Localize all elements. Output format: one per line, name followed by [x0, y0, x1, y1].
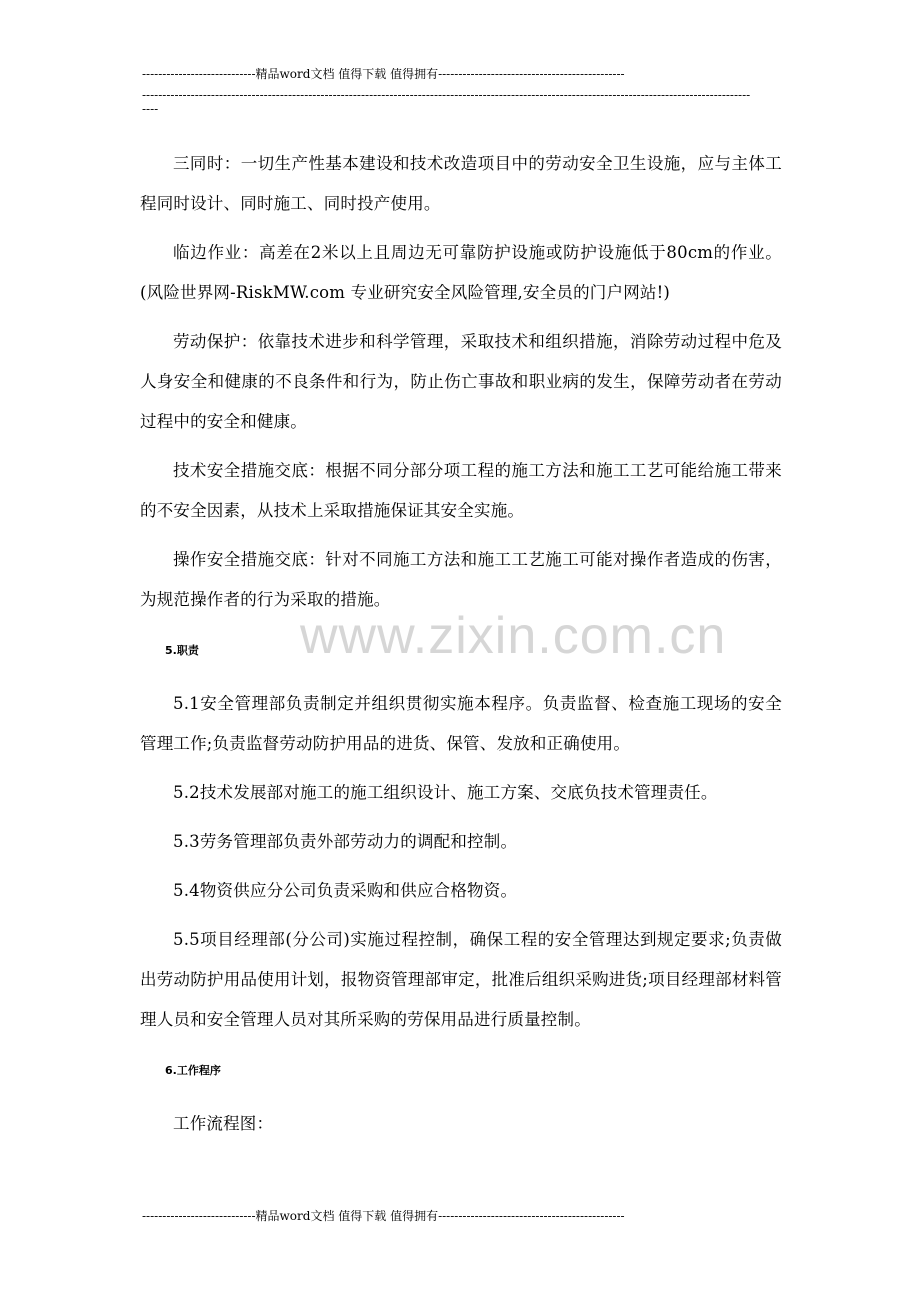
- watermark: www.zixin.com.cn: [300, 607, 727, 665]
- section-heading-work-procedure: 6.工作程序: [165, 1064, 221, 1077]
- paragraph-definition-labor-protection: 劳动保护：依靠技术进步和科学管理，采取技术和组织措施，消除劳动过程中危及人身安全和健康的不良条件和行为，防止伤亡事故和职业病的发生，保障劳动者在劳动过程中的安全和健康。: [140, 332, 782, 431]
- paragraph-workflow-label: 工作流程图：: [173, 1114, 274, 1133]
- paragraph-definition-three-simultaneous: 三同时：一切生产性基本建设和技术改造项目中的劳动安全卫生设施，应与主体工程同时设计、同时施工、同时投产使用。: [140, 154, 782, 213]
- section-heading-responsibilities: 5.职责: [165, 644, 199, 657]
- header-banner: ----------------------------精品word文档 值得下载 值得拥有----------------------------------------------: [142, 67, 625, 81]
- paragraph-5-4: 5.4物资供应分公司负责采购和供应合格物资。: [173, 881, 518, 900]
- paragraph-5-5: 5.5项目经理部(分公司)实施过程控制，确保工程的安全管理达到规定要求;负责做出劳动防护用品使用计划，报物资管理部审定，批准后组织采购进货;项目经理部材料管理人员和安全管理人员对其所采购的劳保用品进行质量控制。: [140, 930, 782, 1029]
- paragraph-definition-technical-briefing: 技术安全措施交底：根据不同分部分项工程的施工方法和施工工艺可能给施工带来的不安全因素，从技术上采取措施保证其安全实施。: [140, 461, 782, 520]
- paragraph-definition-operation-briefing: 操作安全措施交底：针对不同施工方法和施工工艺施工可能对操作者造成的伤害，为规范操作者的行为采取的措施。: [140, 550, 782, 609]
- document-body: [140, 144, 782, 1144]
- paragraph-5-2: 5.2技术发展部对施工的施工组织设计、施工方案、交底负技术管理责任。: [173, 783, 718, 802]
- paragraph-5-1: 5.1安全管理部负责制定并组织贯彻实施本程序。负责监督、检查施工现场的安全管理工作;负责监督劳动防护用品的进货、保管、发放和正确使用。: [140, 694, 782, 753]
- paragraph-definition-edge-work: 临边作业：高差在2米以上且周边无可靠防护设施或防护设施低于80cm的作业。(风险世界网-RiskMW.com 专业研究安全风险管理,安全员的门户网站!): [140, 243, 782, 302]
- paragraph-5-3: 5.3劳务管理部负责外部劳动力的调配和控制。: [173, 832, 518, 851]
- footer-banner: ----------------------------精品word文档 值得下载 值得拥有----------------------------------------------: [142, 1209, 625, 1223]
- header-divider-tail: ----: [142, 102, 159, 116]
- header-divider: ------------------------------------------------------------------------------------------------------------------------------------------------------: [142, 88, 751, 102]
